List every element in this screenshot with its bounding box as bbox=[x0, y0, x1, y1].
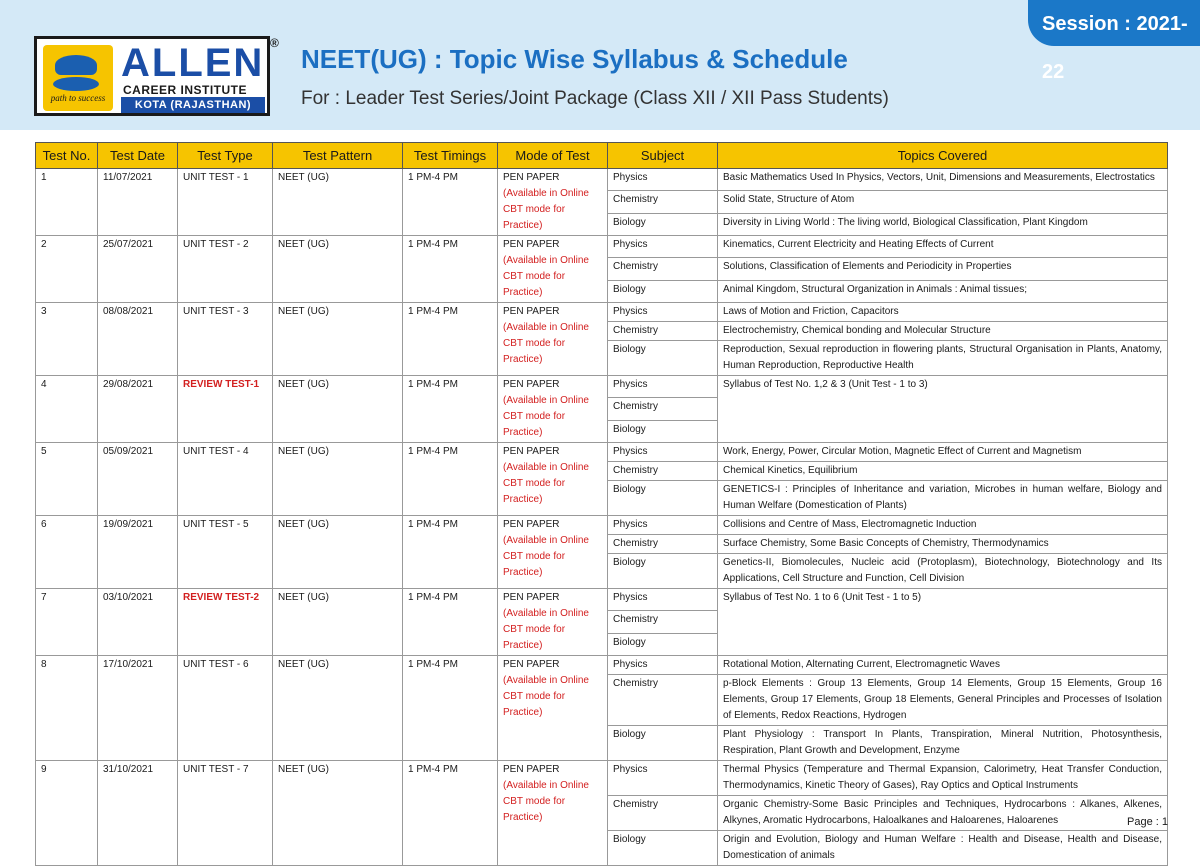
column-header: Test Pattern bbox=[273, 143, 403, 169]
mode-of-test bbox=[498, 236, 608, 303]
topics-cell: Chemical Kinetics, Equilibrium bbox=[718, 462, 1168, 481]
topics-cell: Plant Physiology : Transport In Plants, Transpiration, Mineral Nutrition, Photosynthesis, Respiration, Plant Growth and Development, Enzyme bbox=[718, 726, 1168, 761]
table-row bbox=[36, 589, 1168, 611]
mode-note: (Available in Online CBT mode for Practice) bbox=[503, 780, 589, 823]
session-badge: Session : 2021-22 bbox=[1028, 0, 1200, 46]
column-header: Topics Covered bbox=[718, 143, 1168, 169]
test-no: 8 bbox=[36, 656, 98, 761]
mode-main: PEN PAPER bbox=[503, 306, 560, 317]
topics-cell: Reproduction, Sexual reproduction in flowering plants, Structural Organisation in Plants, Anatomy, Human Reproduction, Reproductive Health bbox=[718, 341, 1168, 376]
logo-line2: KOTA (RAJASTHAN) bbox=[121, 97, 265, 113]
mode-of-test bbox=[498, 589, 608, 656]
test-pattern: NEET (UG) bbox=[273, 169, 403, 236]
subject-cell: Physics bbox=[608, 376, 718, 398]
test-date: 08/08/2021 bbox=[98, 303, 178, 376]
test-type: REVIEW TEST-2 bbox=[178, 589, 273, 656]
mode-note: (Available in Online CBT mode for Practice) bbox=[503, 608, 589, 651]
subject-cell: Chemistry bbox=[608, 675, 718, 726]
column-header: Test Date bbox=[98, 143, 178, 169]
topics-cell: GENETICS-I : Principles of Inheritance and variation, Microbes in human welfare, Biology and Human Welfare (Domestication of Plants) bbox=[718, 481, 1168, 516]
mode-note: (Available in Online CBT mode for Practice) bbox=[503, 395, 589, 438]
column-header: Test No. bbox=[36, 143, 98, 169]
test-date: 19/09/2021 bbox=[98, 516, 178, 589]
test-date: 05/09/2021 bbox=[98, 443, 178, 516]
mode-main: PEN PAPER bbox=[503, 172, 560, 183]
logo-line1: CAREER INSTITUTE bbox=[123, 83, 248, 97]
page-number: Page : 1 bbox=[1127, 816, 1168, 828]
subject-cell: Physics bbox=[608, 589, 718, 611]
test-no: 2 bbox=[36, 236, 98, 303]
subject-cell: Chemistry bbox=[608, 322, 718, 341]
logo-fish-icon bbox=[53, 77, 99, 91]
subject-cell: Biology bbox=[608, 213, 718, 235]
test-type: UNIT TEST - 5 bbox=[178, 516, 273, 589]
topics-cell: Solid State, Structure of Atom bbox=[718, 191, 1168, 213]
topics-cell: Surface Chemistry, Some Basic Concepts of Chemistry, Thermodynamics bbox=[718, 535, 1168, 554]
subject-cell: Physics bbox=[608, 169, 718, 191]
subject-cell: Chemistry bbox=[608, 796, 718, 831]
test-date: 03/10/2021 bbox=[98, 589, 178, 656]
page-title: NEET(UG) : Topic Wise Syllabus & Schedule bbox=[301, 44, 848, 74]
test-no: 9 bbox=[36, 761, 98, 866]
mode-main: PEN PAPER bbox=[503, 592, 560, 603]
test-type: UNIT TEST - 1 bbox=[178, 169, 273, 236]
topics-cell: Diversity in Living World : The living world, Biological Classification, Plant Kingdom bbox=[718, 213, 1168, 235]
test-no: 7 bbox=[36, 589, 98, 656]
topics-cell: Solutions, Classification of Elements and Periodicity in Properties bbox=[718, 258, 1168, 280]
subject-cell: Biology bbox=[608, 554, 718, 589]
mode-main: PEN PAPER bbox=[503, 239, 560, 250]
test-no: 1 bbox=[36, 169, 98, 236]
subject-cell: Chemistry bbox=[608, 191, 718, 213]
test-timings: 1 PM-4 PM bbox=[403, 169, 498, 236]
subject-cell: Chemistry bbox=[608, 258, 718, 280]
mode-main: PEN PAPER bbox=[503, 764, 560, 775]
registered-icon: ® bbox=[270, 36, 279, 50]
table-row bbox=[36, 376, 1168, 398]
topics-cell: Electrochemistry, Chemical bonding and Molecular Structure bbox=[718, 322, 1168, 341]
subject-cell: Physics bbox=[608, 656, 718, 675]
table-row bbox=[36, 656, 1168, 675]
topics-cell: Syllabus of Test No. 1,2 & 3 (Unit Test - 1 to 3) bbox=[718, 376, 1168, 443]
topics-cell: Basic Mathematics Used In Physics, Vectors, Unit, Dimensions and Measurements, Electrostatics bbox=[718, 169, 1168, 191]
mode-of-test bbox=[498, 376, 608, 443]
test-pattern: NEET (UG) bbox=[273, 589, 403, 656]
mode-note: (Available in Online CBT mode for Practice) bbox=[503, 535, 589, 578]
topics-cell: Collisions and Centre of Mass, Electromagnetic Induction bbox=[718, 516, 1168, 535]
test-pattern: NEET (UG) bbox=[273, 303, 403, 376]
topics-cell: Genetics-II, Biomolecules, Nucleic acid (Protoplasm), Biotechnology, Biotechnology and Its Applications, Cell Structure and Function, Cell Division bbox=[718, 554, 1168, 589]
test-type: UNIT TEST - 4 bbox=[178, 443, 273, 516]
column-header: Test Type bbox=[178, 143, 273, 169]
mode-note: (Available in Online CBT mode for Practice) bbox=[503, 188, 589, 231]
page-subtitle: For : Leader Test Series/Joint Package (Class XII / XII Pass Students) bbox=[301, 88, 889, 109]
test-no: 6 bbox=[36, 516, 98, 589]
subject-cell: Biology bbox=[608, 481, 718, 516]
test-timings: 1 PM-4 PM bbox=[403, 656, 498, 761]
test-timings: 1 PM-4 PM bbox=[403, 376, 498, 443]
test-pattern: NEET (UG) bbox=[273, 376, 403, 443]
subject-cell: Physics bbox=[608, 443, 718, 462]
topics-cell: Thermal Physics (Temperature and Thermal Expansion, Calorimetry, Heat Transfer Conduction, Thermodynamics, Kinetic Theory of Gases), Ray Optics and Optical Instruments bbox=[718, 761, 1168, 796]
subject-cell: Biology bbox=[608, 726, 718, 761]
column-header: Mode of Test bbox=[498, 143, 608, 169]
topics-cell: p-Block Elements : Group 13 Elements, Group 14 Elements, Group 15 Elements, Group 16 Elements, Group 17 Elements, Group 18 Elements, General Principles and Processes of Isolation of Elements, Redox Reactions, Hydrogen bbox=[718, 675, 1168, 726]
table-row bbox=[36, 516, 1168, 535]
subject-cell: Chemistry bbox=[608, 535, 718, 554]
test-type: REVIEW TEST-1 bbox=[178, 376, 273, 443]
topics-cell: Organic Chemistry-Some Basic Principles and Techniques, Hydrocarbons : Alkanes, Alkenes, Alkynes, Aromatic Hydrocarbons, Haloalkanes and Haloarenes, Haloarenes bbox=[718, 796, 1168, 831]
subject-cell: Biology bbox=[608, 420, 718, 442]
subject-cell: Physics bbox=[608, 236, 718, 258]
mode-main: PEN PAPER bbox=[503, 446, 560, 457]
logo-motto: path to success bbox=[50, 93, 106, 103]
test-date: 29/08/2021 bbox=[98, 376, 178, 443]
topics-cell: Syllabus of Test No. 1 to 6 (Unit Test - 1 to 5) bbox=[718, 589, 1168, 656]
mode-main: PEN PAPER bbox=[503, 379, 560, 390]
column-header: Test Timings bbox=[403, 143, 498, 169]
table-header-row bbox=[36, 143, 1168, 169]
subject-cell: Biology bbox=[608, 633, 718, 655]
test-pattern: NEET (UG) bbox=[273, 236, 403, 303]
test-date: 31/10/2021 bbox=[98, 761, 178, 866]
test-pattern: NEET (UG) bbox=[273, 516, 403, 589]
topics-cell: Animal Kingdom, Structural Organization in Animals : Animal tissues; bbox=[718, 280, 1168, 302]
schedule-table bbox=[35, 142, 1168, 866]
mode-note: (Available in Online CBT mode for Practice) bbox=[503, 255, 589, 298]
test-date: 25/07/2021 bbox=[98, 236, 178, 303]
topics-cell: Laws of Motion and Friction, Capacitors bbox=[718, 303, 1168, 322]
mode-of-test bbox=[498, 656, 608, 761]
mode-of-test bbox=[498, 761, 608, 866]
subject-cell: Chemistry bbox=[608, 611, 718, 633]
topics-cell: Work, Energy, Power, Circular Motion, Magnetic Effect of Current and Magnetism bbox=[718, 443, 1168, 462]
mode-main: PEN PAPER bbox=[503, 659, 560, 670]
test-timings: 1 PM-4 PM bbox=[403, 236, 498, 303]
test-no: 5 bbox=[36, 443, 98, 516]
subject-cell: Chemistry bbox=[608, 398, 718, 420]
topics-cell: Kinematics, Current Electricity and Heating Effects of Current bbox=[718, 236, 1168, 258]
test-timings: 1 PM-4 PM bbox=[403, 516, 498, 589]
column-header: Subject bbox=[608, 143, 718, 169]
mode-note: (Available in Online CBT mode for Practice) bbox=[503, 322, 589, 365]
logo-brand: ALLEN bbox=[121, 41, 265, 85]
test-timings: 1 PM-4 PM bbox=[403, 589, 498, 656]
test-type: UNIT TEST - 7 bbox=[178, 761, 273, 866]
table-row bbox=[36, 761, 1168, 796]
table-row bbox=[36, 236, 1168, 258]
mode-of-test bbox=[498, 303, 608, 376]
graduation-cap-icon bbox=[55, 55, 97, 75]
test-type: UNIT TEST - 6 bbox=[178, 656, 273, 761]
subject-cell: Physics bbox=[608, 761, 718, 796]
test-type: UNIT TEST - 3 bbox=[178, 303, 273, 376]
subject-cell: Biology bbox=[608, 280, 718, 302]
table-row bbox=[36, 443, 1168, 462]
test-no: 3 bbox=[36, 303, 98, 376]
test-timings: 1 PM-4 PM bbox=[403, 443, 498, 516]
subject-cell: Physics bbox=[608, 303, 718, 322]
allen-logo bbox=[34, 36, 270, 116]
subject-cell: Biology bbox=[608, 831, 718, 866]
topics-cell: Origin and Evolution, Biology and Human Welfare : Health and Disease, Health and Disease, Domestication of animals bbox=[718, 831, 1168, 866]
table-row bbox=[36, 169, 1168, 191]
test-no: 4 bbox=[36, 376, 98, 443]
mode-of-test bbox=[498, 169, 608, 236]
test-date: 11/07/2021 bbox=[98, 169, 178, 236]
subject-cell: Chemistry bbox=[608, 462, 718, 481]
subject-cell: Physics bbox=[608, 516, 718, 535]
test-pattern: NEET (UG) bbox=[273, 761, 403, 866]
test-date: 17/10/2021 bbox=[98, 656, 178, 761]
test-type: UNIT TEST - 2 bbox=[178, 236, 273, 303]
mode-of-test bbox=[498, 443, 608, 516]
topics-cell: Rotational Motion, Alternating Current, Electromagnetic Waves bbox=[718, 656, 1168, 675]
page-header bbox=[0, 0, 1200, 130]
test-pattern: NEET (UG) bbox=[273, 656, 403, 761]
mode-note: (Available in Online CBT mode for Practice) bbox=[503, 675, 589, 718]
test-pattern: NEET (UG) bbox=[273, 443, 403, 516]
table-body bbox=[36, 169, 1168, 866]
mode-note: (Available in Online CBT mode for Practice) bbox=[503, 462, 589, 505]
mode-of-test bbox=[498, 516, 608, 589]
subject-cell: Biology bbox=[608, 341, 718, 376]
test-timings: 1 PM-4 PM bbox=[403, 761, 498, 866]
mode-main: PEN PAPER bbox=[503, 519, 560, 530]
table-row bbox=[36, 303, 1168, 322]
test-timings: 1 PM-4 PM bbox=[403, 303, 498, 376]
